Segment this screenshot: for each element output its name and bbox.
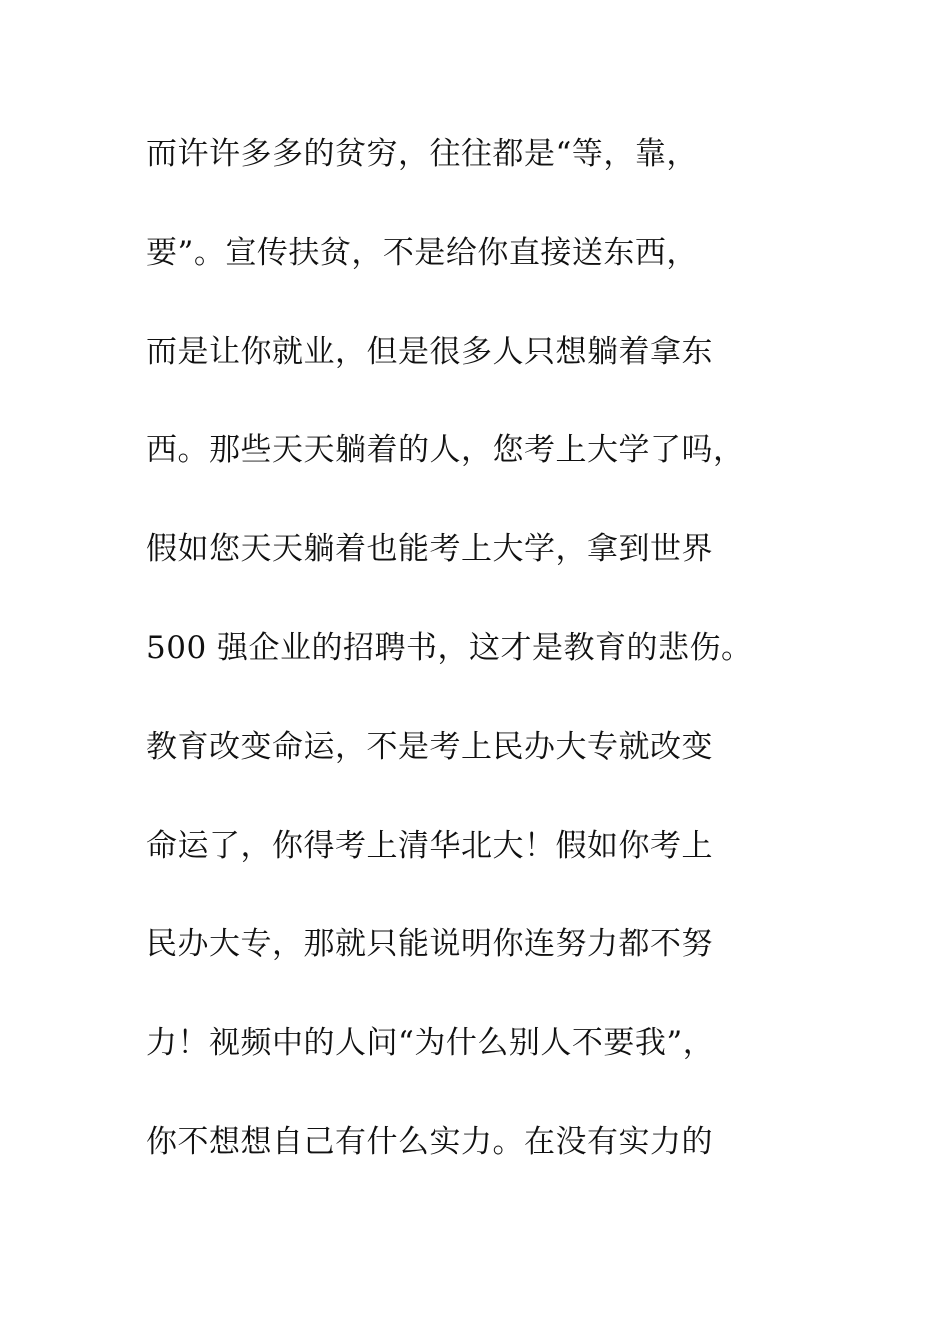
text-line: 西。那些天天躺着的人，您考上大学了吗， xyxy=(146,432,745,469)
text-line: 假如您天天躺着也能考上大学，拿到世界 xyxy=(146,531,713,568)
text-line: 命运了，你得考上清华北大！假如你考上 xyxy=(146,827,713,864)
text-line: 民办大专，那就只能说明你连努力都不努 xyxy=(146,926,713,963)
text-line: 而是让你就业，但是很多人只想躺着拿东 xyxy=(146,333,713,370)
text-line: 500 强企业的招聘书，这才是教育的悲伤。 xyxy=(146,629,753,666)
text-line: 你不想想自己有什么实力。在没有实力的 xyxy=(146,1123,713,1160)
text-line: 力！视频中的人问“为什么别人不要我”， xyxy=(146,1025,715,1062)
body-text xyxy=(146,126,826,1213)
text-line: 要”。宣传扶贫，不是给你直接送东西， xyxy=(146,234,698,271)
text-line: 教育改变命运，不是考上民办大专就改变 xyxy=(146,728,713,765)
text-line: 而许许多多的贫穷，往往都是“等，靠， xyxy=(146,136,698,172)
